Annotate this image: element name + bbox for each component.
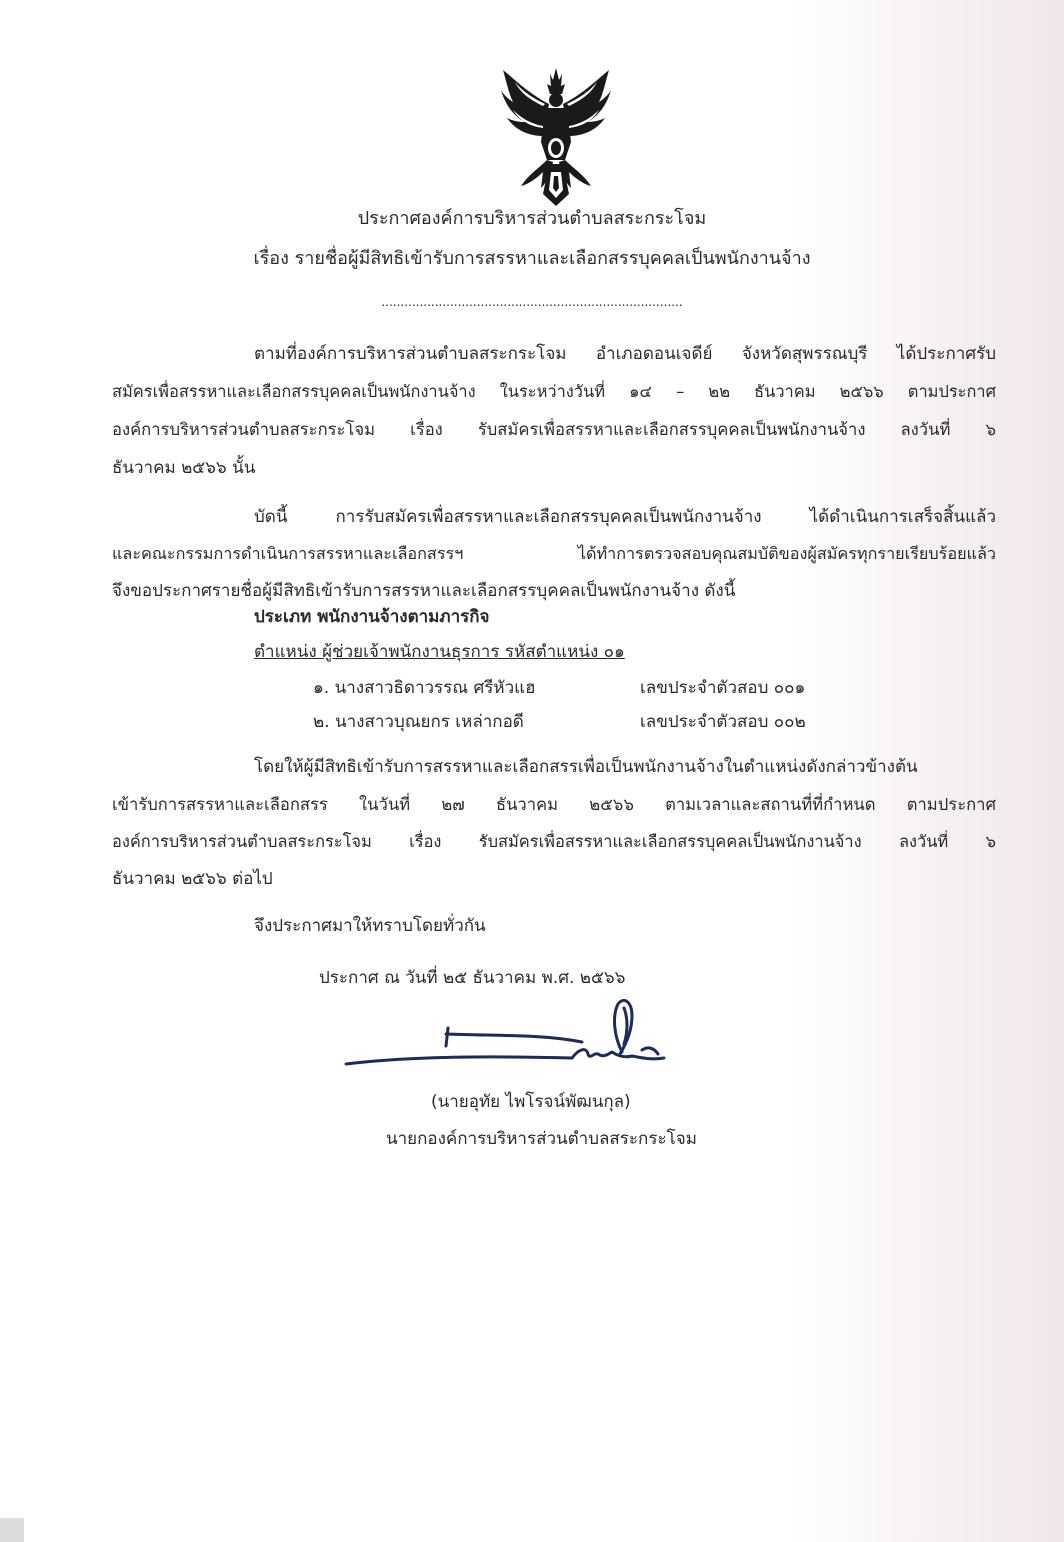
para2-line3: จึงขอประกาศรายชื่อผู้มีสิทธิเข้ารับการสรรหาและเลือกสรรบุคคลเป็นพนักงานจ้าง ดังนี้: [112, 581, 736, 601]
header-separator: ...............................................................................: [381, 295, 683, 309]
para1-line3: องค์การบริหารส่วนตำบลสระกระโจม เรื่อง รับสมัครเพื่อสรรหาและเลือกสรรบุคคลเป็นพนักงานจ้าง ลงวันที่ ๖: [112, 420, 996, 439]
announcement-title: ประกาศองค์การบริหารส่วนตำบลสระกระโจม: [357, 208, 707, 229]
para2-line1: บัดนี้ การรับสมัครเพื่อสรรหาและเลือกสรรบุคคลเป็นพนักงานจ้าง ได้ดำเนินการเสร็จสิ้นแล้ว: [254, 507, 996, 527]
candidate-exam-id: เลขประจำตัวสอบ ๐๐๒: [640, 712, 806, 732]
signer-title: นายกองค์การบริหารส่วนตำบลสระกระโจม: [386, 1129, 697, 1149]
position-title: ตำแหน่ง ผู้ช่วยเจ้าพนักงานธุรการ รหัสตำแหน่ง ๐๑: [254, 642, 625, 662]
para3-line1: โดยให้ผู้มีสิทธิเข้ารับการสรรหาและเลือกสรรเพื่อเป็นพนักงานจ้างในตำแหน่งดังกล่าวข้างต้น: [254, 757, 918, 777]
candidate-name: ๑. นางสาวธิดาวรรณ ศรีหัวแฮ: [313, 678, 536, 698]
para3-line2: เข้ารับการสรรหาและเลือกสรร ในวันที่ ๒๗ ธันวาคม ๒๕๖๖ ตามเวลาและสถานที่ที่กำหนด ตามประกาศ: [112, 795, 996, 814]
page-corner-shadow: [0, 1518, 24, 1542]
candidate-exam-id: เลขประจำตัวสอบ ๐๐๑: [640, 678, 806, 698]
signature: [342, 988, 682, 1080]
signer-name: (นายอุทัย ไพโรจน์พัฒนกุล): [431, 1092, 631, 1112]
employee-category: ประเภท พนักงานจ้างตามภารกิจ: [254, 607, 490, 627]
para1-line2: สมัครเพื่อสรรหาและเลือกสรรบุคคลเป็นพนักงานจ้าง ในระหว่างวันที่ ๑๔ – ๒๒ ธันวาคม ๒๕๖๖ ตามประกาศ: [112, 382, 996, 401]
para3-line3: องค์การบริหารส่วนตำบลสระกระโจม เรื่อง รับสมัครเพื่อสรรหาและเลือกสรรบุคคลเป็นพนักงานจ้าง ลงวันที่ ๖: [112, 832, 996, 851]
candidate-name: ๒. นางสาวบุณยกร เหล่ากอดี: [313, 712, 524, 732]
announcement-subject: เรื่อง รายชื่อผู้มีสิทธิเข้ารับการสรรหาและเลือกสรรบุคคลเป็นพนักงานจ้าง: [253, 248, 811, 269]
para2-line2: และคณะกรรมการดำเนินการสรรหาและเลือกสรรฯ ได้ทำการตรวจสอบคุณสมบัติของผู้สมัครทุกรายเรียบร้อยแล้ว: [112, 544, 996, 563]
announcement-date: ประกาศ ณ วันที่ ๒๕ ธันวาคม พ.ศ. ๒๕๖๖: [319, 968, 626, 988]
para1-line1: ตามที่องค์การบริหารส่วนตำบลสระกระโจม อำเภอดอนเจดีย์ จังหวัดสุพรรณบุรี ได้ประกาศรับ: [254, 344, 996, 364]
para1-line4: ธันวาคม ๒๕๖๖ นั้น: [112, 458, 256, 478]
garuda-emblem: [499, 64, 613, 210]
closing-statement: จึงประกาศมาให้ทราบโดยทั่วกัน: [254, 916, 486, 936]
para3-line4: ธันวาคม ๒๕๖๖ ต่อไป: [112, 869, 273, 889]
